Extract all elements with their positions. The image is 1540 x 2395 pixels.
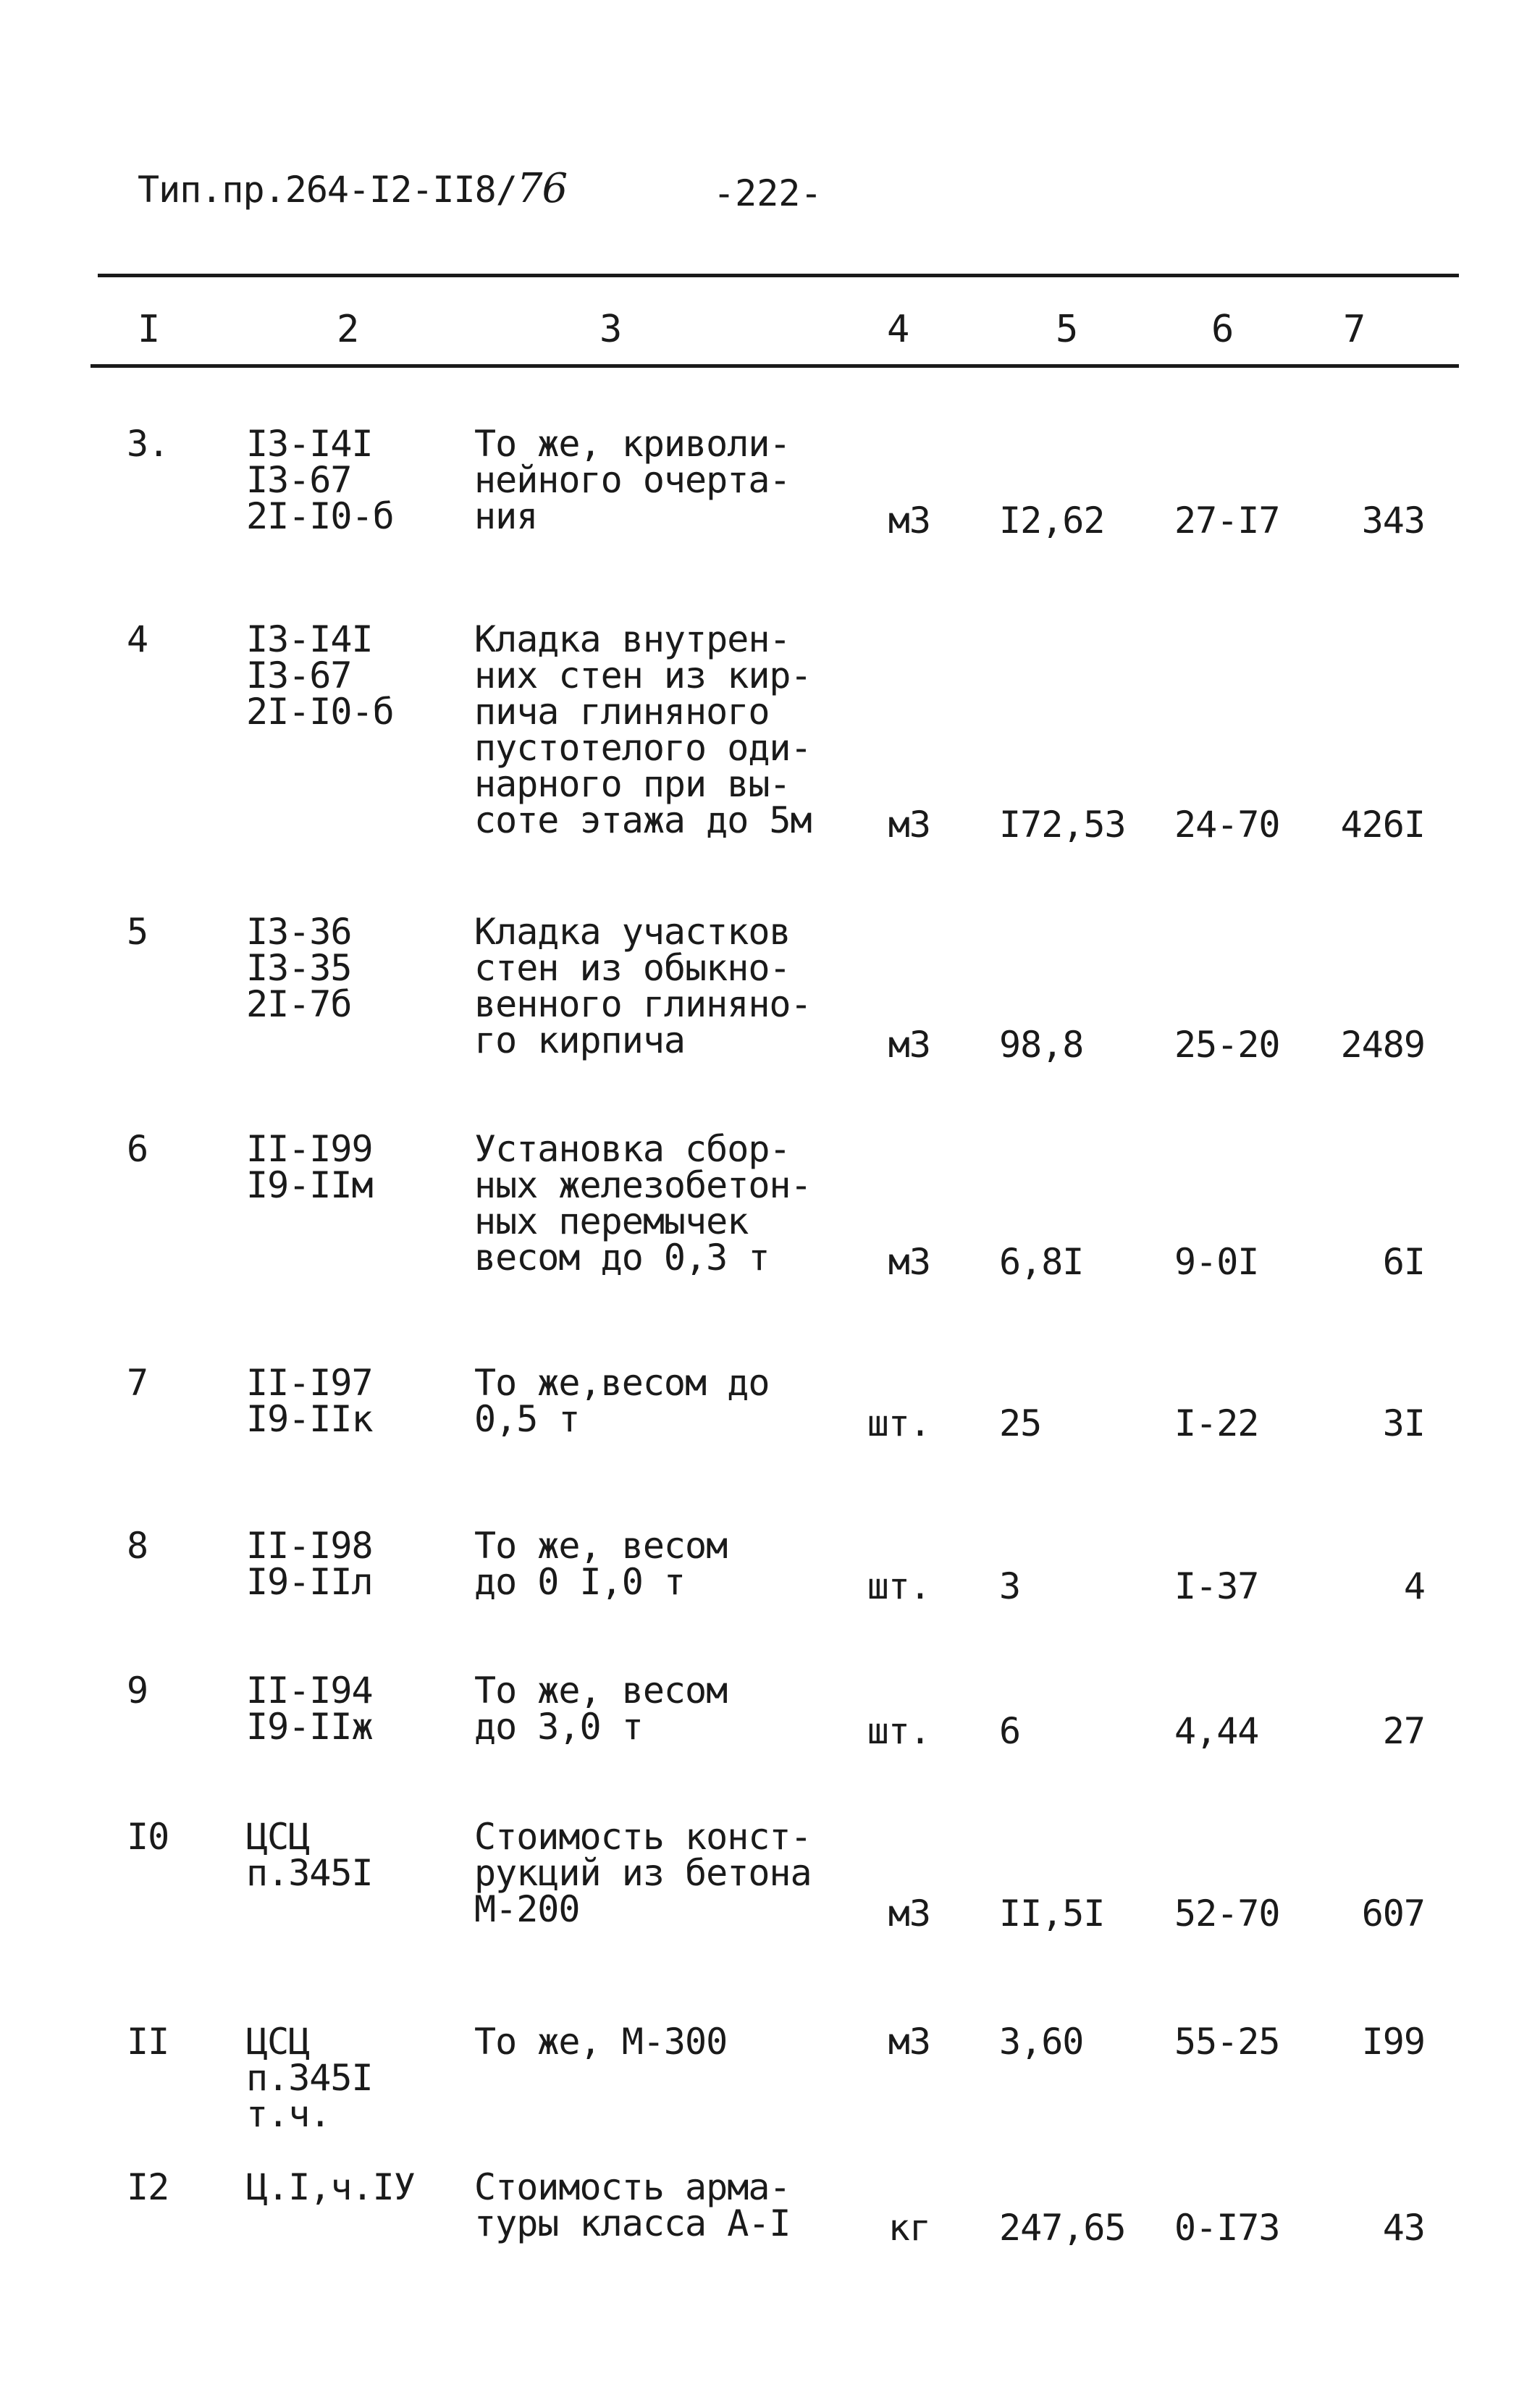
row-total: 43 [1382, 2207, 1425, 2249]
row-description-line: То же, весом [474, 1670, 728, 1712]
row-quantity: I2,62 [999, 500, 1105, 542]
row-codes [246, 2166, 415, 2208]
row-description-line: соте этажа до 5м [474, 799, 812, 841]
row-code-line: п.345I [246, 1852, 373, 1894]
table-top-rule [98, 274, 1459, 277]
row-code-line: I9-IIж [246, 1706, 373, 1748]
row-codes [246, 1670, 373, 1748]
row-total: 2489 [1340, 1024, 1425, 1066]
row-description-line: Стоимость арма- [474, 2166, 791, 2208]
table-header-rule [91, 364, 1459, 368]
row-total: 4 [1403, 1565, 1425, 1607]
row-number: I0 [127, 1816, 169, 1858]
row-unit-price: 55-25 [1174, 2021, 1280, 2063]
row-code-line: II-I94 [246, 1670, 373, 1712]
column-header-1: I [138, 308, 161, 351]
row-code-line: 2I-7б [246, 983, 352, 1025]
column-header-7: 7 [1343, 308, 1366, 351]
row-quantity: 247,65 [999, 2207, 1126, 2249]
row-description-line: Кладка внутрен- [474, 618, 791, 660]
row-unit: м3 [888, 804, 930, 846]
row-number: 9 [127, 1670, 148, 1712]
row-description-line: ния [474, 495, 538, 537]
row-unit-price: 9-0I [1174, 1241, 1259, 1283]
project-reference-text: Тип.пр.264-I2-II8/ [138, 169, 517, 211]
row-number: 8 [127, 1525, 148, 1567]
row-unit-price: 25-20 [1174, 1024, 1280, 1066]
row-quantity: 6 [999, 1710, 1021, 1752]
row-unit: м3 [888, 1893, 930, 1935]
row-description-line: То же, криволи- [474, 423, 791, 465]
row-code-line: п.345I [246, 2057, 373, 2099]
row-description-line: пустотелого оди- [474, 727, 812, 769]
row-description [474, 618, 812, 841]
column-header-4: 4 [887, 308, 910, 351]
row-codes [246, 1525, 373, 1603]
row-unit: шт. [867, 1565, 930, 1607]
row-description-line: ных перемычек [474, 1200, 749, 1242]
row-quantity: 6,8I [999, 1241, 1084, 1283]
row-description-line: весом до 0,3 т [474, 1237, 770, 1279]
row-code-line: I3-67 [246, 654, 352, 696]
row-description [474, 1128, 812, 1279]
row-unit-price: 0-I73 [1174, 2207, 1280, 2249]
row-unit-price: 52-70 [1174, 1893, 1280, 1935]
row-total: 607 [1361, 1893, 1425, 1935]
row-description-line: до 0 I,0 т [474, 1561, 686, 1603]
row-number: 3. [127, 423, 169, 465]
row-description-line: нейного очерта- [474, 459, 791, 501]
row-description [474, 1816, 812, 1930]
row-code-line: II-I99 [246, 1128, 373, 1170]
row-code-line: I3-35 [246, 947, 352, 989]
row-description-line: до 3,0 т [474, 1706, 643, 1748]
row-code-line: I3-I4I [246, 423, 373, 465]
row-description-line: Установка сбор- [474, 1128, 791, 1170]
row-codes [246, 1362, 373, 1440]
row-unit: м3 [888, 2021, 930, 2063]
column-header-5: 5 [1056, 308, 1079, 351]
row-code-line: I9-IIм [246, 1164, 373, 1206]
row-description-line: них стен из кир- [474, 654, 812, 696]
row-unit: кг [888, 2207, 930, 2249]
row-number: 4 [127, 618, 148, 660]
row-number: 7 [127, 1362, 148, 1404]
row-code-line: I3-36 [246, 911, 352, 953]
row-code-line: I9-IIл [246, 1561, 373, 1603]
row-code-line: I9-IIк [246, 1398, 373, 1440]
row-quantity: 98,8 [999, 1024, 1084, 1066]
row-code-line: ЦСЦ [246, 2021, 310, 2063]
row-code-line: II-I98 [246, 1525, 373, 1567]
row-quantity: 3,60 [999, 2021, 1084, 2063]
row-unit-price: 27-I7 [1174, 500, 1280, 542]
column-header-3: 3 [599, 308, 623, 351]
column-header-2: 2 [337, 308, 360, 351]
row-code-line: Ц.I,ч.IУ [246, 2166, 415, 2208]
row-codes [246, 911, 352, 1025]
row-codes [246, 423, 394, 537]
row-description-line: туры класса А-I [474, 2202, 791, 2244]
row-code-line: I3-I4I [246, 618, 373, 660]
row-unit-price: I-22 [1174, 1402, 1259, 1444]
row-unit: шт. [867, 1710, 930, 1752]
row-description-line: пича глиняного [474, 691, 770, 733]
row-quantity: I72,53 [999, 804, 1126, 846]
row-number: 5 [127, 911, 148, 953]
row-total: 6I [1382, 1241, 1425, 1283]
row-description-line: стен из обыкно- [474, 947, 791, 989]
row-total: 27 [1382, 1710, 1425, 1752]
row-description-line: нарного при вы- [474, 763, 791, 805]
column-header-6: 6 [1211, 308, 1234, 351]
row-code-line: 2I-I0-б [246, 495, 394, 537]
row-description [474, 2166, 791, 2244]
project-reference-handwritten: 76 [516, 165, 568, 212]
row-description-line: ных железобетон- [474, 1164, 812, 1206]
row-quantity: 3 [999, 1565, 1021, 1607]
row-number: 6 [127, 1128, 148, 1170]
row-description [474, 2021, 728, 2063]
row-unit-price: 4,44 [1174, 1710, 1259, 1752]
row-unit: м3 [888, 1024, 930, 1066]
row-code-line: II-I97 [246, 1362, 373, 1404]
row-unit: м3 [888, 1241, 930, 1283]
row-unit-price: I-37 [1174, 1565, 1259, 1607]
row-description-line: М-200 [474, 1888, 580, 1930]
row-quantity: 25 [999, 1402, 1042, 1444]
row-total: 3I [1382, 1402, 1425, 1444]
row-code-line: 2I-I0-б [246, 691, 394, 733]
row-description-line: го кирпича [474, 1019, 686, 1061]
row-description-line: То же, весом [474, 1525, 728, 1567]
row-description-line: То же,весом до [474, 1362, 770, 1404]
row-unit: шт. [867, 1402, 930, 1444]
row-codes [246, 618, 394, 733]
row-total: I99 [1361, 2021, 1425, 2063]
row-description [474, 1362, 770, 1440]
project-reference [138, 165, 567, 212]
row-codes [246, 2021, 373, 2135]
row-description [474, 1525, 728, 1603]
row-codes [246, 1128, 373, 1206]
row-description-line: Кладка участков [474, 911, 791, 953]
row-description-line: 0,5 т [474, 1398, 580, 1440]
row-description [474, 423, 791, 537]
row-total: 426I [1340, 804, 1425, 846]
row-description-line: То же, М-300 [474, 2021, 728, 2063]
row-quantity: II,5I [999, 1893, 1105, 1935]
row-code-line: ЦСЦ [246, 1816, 310, 1858]
row-description [474, 911, 812, 1061]
page-number: -222- [713, 172, 822, 214]
row-number: I2 [127, 2166, 169, 2208]
row-code-line: I3-67 [246, 459, 352, 501]
row-unit: м3 [888, 500, 930, 542]
row-description-line: Стоимость конст- [474, 1816, 812, 1858]
row-codes [246, 1816, 373, 1894]
row-description [474, 1670, 728, 1748]
row-code-line: т.ч. [246, 2093, 331, 2135]
row-total: 343 [1361, 500, 1425, 542]
row-description-line: рукций из бетона [474, 1852, 812, 1894]
row-number: II [127, 2021, 169, 2063]
row-description-line: венного глиняно- [474, 983, 812, 1025]
row-unit-price: 24-70 [1174, 804, 1280, 846]
